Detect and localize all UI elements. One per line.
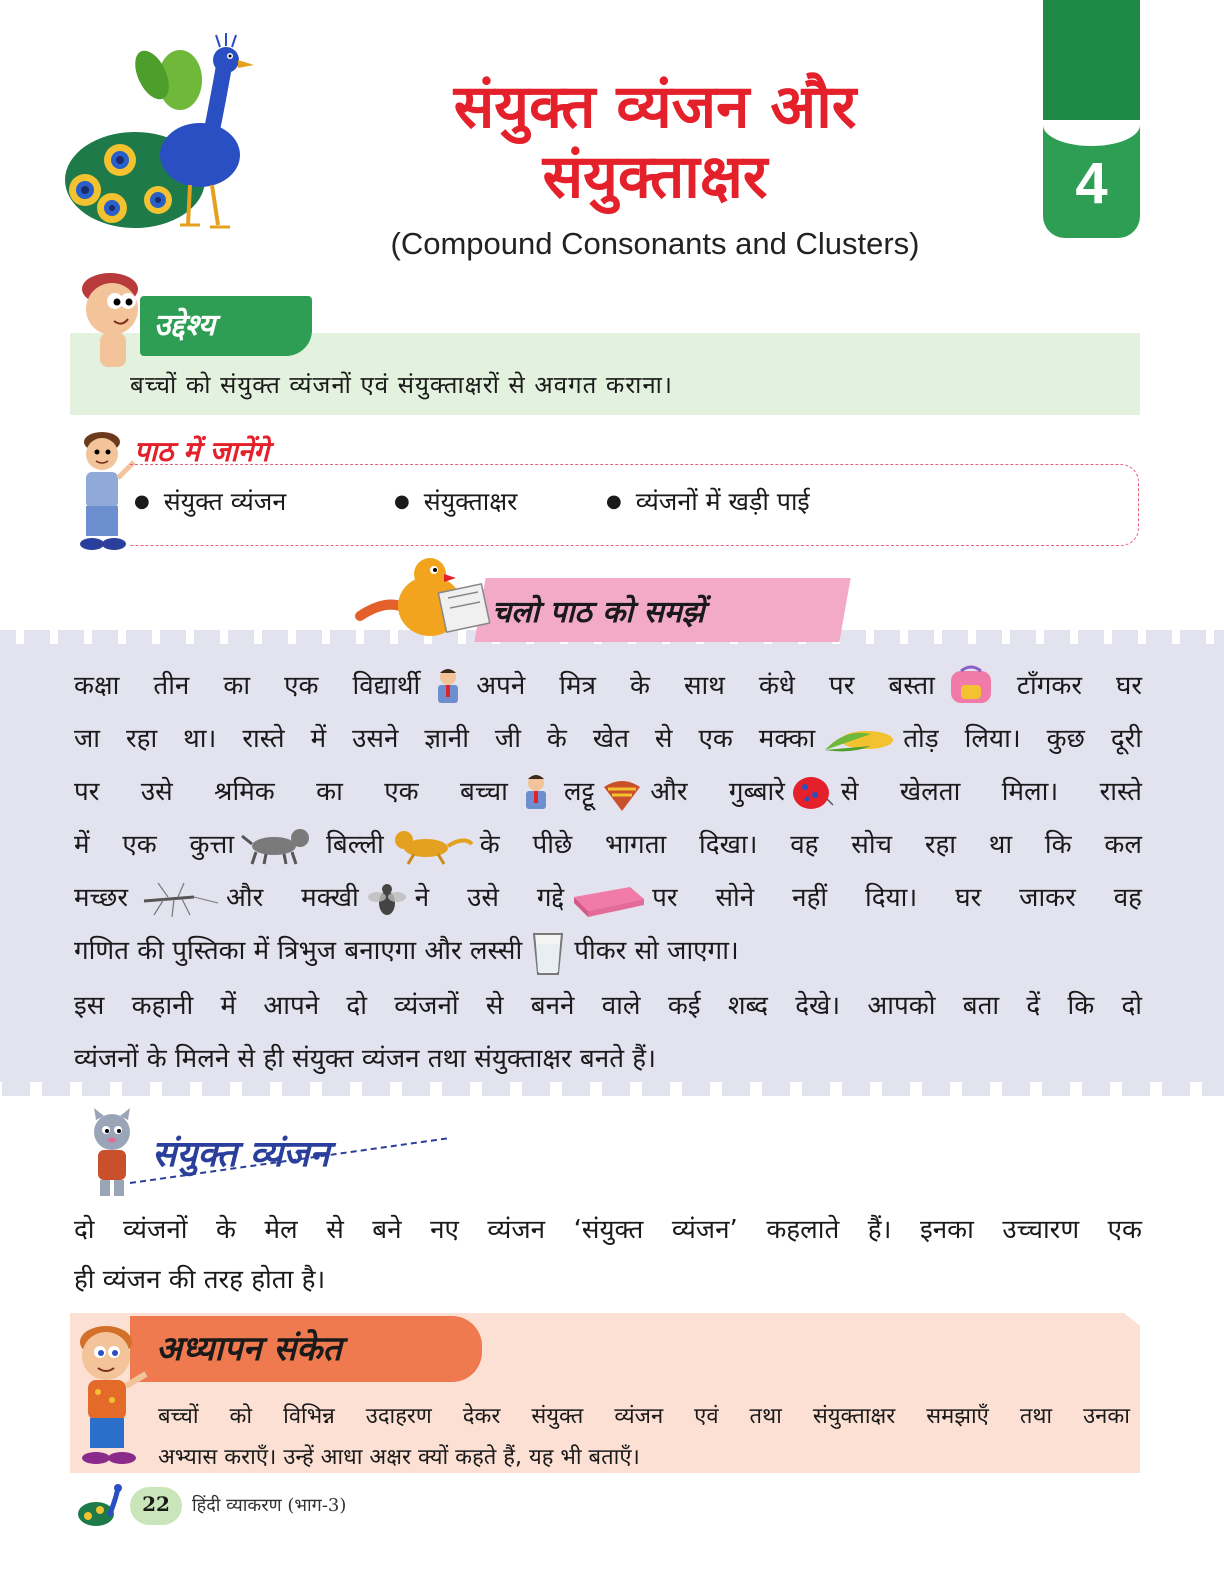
mattress-icon (570, 879, 646, 919)
story-text: बिल्ली (326, 830, 384, 860)
peacock-icon (40, 30, 300, 245)
objective-text: बच्चों को संयुक्त व्यंजनों एवं संयुक्ताक्षरों से अवगत कराना। (130, 371, 673, 399)
story-line-2 (74, 713, 1142, 766)
boy-peeking-icon (70, 265, 150, 370)
story-text: ने उसे गद्दे (414, 883, 565, 913)
story-text: के पीछे भागता दिखा। वह सोच रहा था कि कल (479, 830, 1142, 860)
story-line-6 (74, 925, 1142, 978)
story-text: पीकर सो जाएगा। (574, 936, 739, 966)
story-line-8: व्यंजनों के मिलने से ही संयुक्त व्यंजन तथा संयुक्ताक्षर बनते हैं। (74, 1044, 656, 1074)
story-line-7: इस कहानी में आपने दो व्यंजनों से बनने वाले कई शब्द देखे। आपको बता दें कि दो (74, 991, 1142, 1021)
chapter-title-line1: संयुक्त व्यंजन और (453, 72, 857, 142)
story-text: जा रहा था। रास्ते में उसने ज्ञानी जी के खेत से एक मक्का (74, 724, 816, 754)
balloon-icon (791, 773, 835, 813)
story-text: और मक्खी (225, 883, 359, 913)
chapter-tab (1043, 0, 1140, 238)
story-text: और गुब्बारे (650, 777, 785, 807)
corn-icon (821, 720, 897, 760)
learn-item-2: ● संयुक्ताक्षर (394, 484, 517, 518)
dog-icon (240, 826, 320, 866)
learn-heading: पाठ में जानेंगे (134, 435, 269, 468)
glass-icon (528, 932, 568, 972)
mosquito-icon (134, 879, 220, 919)
learn-item-1: ● संयुक्त व्यंजन (134, 484, 286, 518)
teaching-hint-line-2: अभ्यास कराएँ। उन्हें आधा अक्षर क्यों कहते हैं, यह भी बताएँ। (158, 1445, 640, 1470)
story-text: टाँगकर घर (1016, 671, 1142, 701)
story-line-5 (74, 872, 1142, 925)
peacock-small-icon (74, 1480, 130, 1530)
story-text: लट्टू (563, 777, 595, 807)
story-text: कक्षा तीन का एक विद्यार्थी (74, 671, 421, 701)
definition-line-2: ही व्यंजन की तरह होता है। (74, 1265, 326, 1295)
objective-heading: उद्देश्य (140, 296, 312, 356)
story-line-1 (74, 660, 1142, 713)
story-text: अपने मित्र के साथ कंधे पर बस्ता (476, 671, 935, 701)
boy-pointing-icon (72, 428, 136, 554)
page-number: 22 (142, 1492, 170, 1516)
definition-line-1: दो व्यंजनों के मेल से बने नए व्यंजन ‘संयुक्त व्यंजन’ कहलाते हैं। इनका उच्चारण एक (74, 1215, 1142, 1245)
story-text: से खेलता मिला। रास्ते (840, 777, 1142, 807)
story-text: गणित की पुस्तिका में त्रिभुज बनाएगा और लस्सी (74, 936, 523, 966)
story-text: मच्छर (74, 883, 128, 913)
story-text: पर सोने नहीं दिया। घर जाकर वह (652, 883, 1142, 913)
fly-icon (365, 879, 409, 919)
story-heading: चलो पाठ को समझें (492, 595, 705, 630)
story-line-3 (74, 766, 1142, 819)
story-text: में एक कुत्ता (74, 830, 235, 860)
student-icon (426, 667, 470, 707)
story-text: तोड़ लिया। कुछ दूरी (903, 724, 1143, 754)
teaching-hint-heading: अध्यापन संकेत (130, 1316, 482, 1382)
book-title: हिंदी व्याकरण (भाग-3) (192, 1495, 347, 1516)
story-line-4 (74, 819, 1142, 872)
cat-running-icon (390, 826, 474, 866)
chapter-subtitle: (Compound Consonants and Clusters) (390, 226, 920, 261)
learn-item-3: ● व्यंजनों में खड़ी पाई (606, 484, 810, 518)
chapter-number: 4 (1075, 151, 1108, 216)
story-text: पर उसे श्रमिक का एक बच्चा (74, 777, 508, 807)
student-icon (514, 773, 558, 813)
cat-icon (80, 1108, 144, 1200)
spinning-top-icon (600, 773, 644, 813)
section-heading: संयुक्त व्यंजन (152, 1134, 330, 1175)
teaching-hint-line-1: बच्चों को विभिन्न उदाहरण देकर संयुक्त व्यंजन एवं तथा संयुक्ताक्षर समझाएँ तथा उनका (158, 1404, 1130, 1429)
boy-waving-icon (66, 1320, 152, 1470)
school-bag-icon (941, 667, 1011, 707)
bird-reading-icon (360, 556, 490, 646)
chapter-title-line2: संयुक्ताक्षर (542, 142, 768, 212)
